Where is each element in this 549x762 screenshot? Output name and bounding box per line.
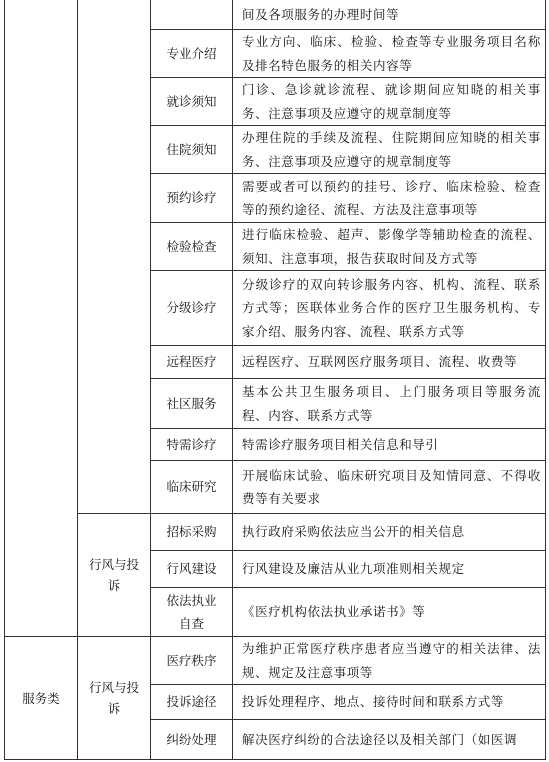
- group-cell: [78, 514, 151, 637]
- subcategory-cell: 检验检查: [151, 223, 233, 271]
- subcategory-cell: 专业介绍: [151, 30, 233, 78]
- group-cell: [78, 637, 151, 760]
- subcategory-label: 依法执业: [166, 592, 217, 608]
- subcategory-cell: 医疗秩序: [151, 637, 233, 685]
- description-cell: 执行政府采购依法应当公开的相关信息: [233, 514, 546, 551]
- description-cell: 投诉处理程序、地点、接待时间和联系方式等: [233, 685, 546, 720]
- description-cell: 办理住院的手续及流程、住院期间应知晓的相关事务、注意事项及应遵守的规章制度等: [233, 126, 546, 174]
- group-label: 诉: [107, 701, 121, 716]
- description-cell: 专业方向、临床、检验、检查等专业服务项目名称及排名特色服务的相关内容等: [233, 30, 546, 78]
- subcategory-cell: 特需诊疗: [151, 429, 233, 461]
- subcategory-cell: 招标采购: [151, 514, 233, 551]
- subcategory-cell: 预约诊疗: [151, 174, 233, 223]
- subcategory-cell: 分级诊疗: [151, 271, 233, 346]
- subcategory-cell: 投诉途径: [151, 685, 233, 720]
- subcategory-cell: 住院须知: [151, 126, 233, 174]
- category-cell: 服务类: [5, 637, 78, 760]
- subcategory-cell: [151, 588, 233, 637]
- subcategory-cell: 纠纷处理: [151, 720, 233, 760]
- subcategory-cell: 就诊须知: [151, 78, 233, 126]
- description-cell: 开展临床试验、临床研究项目及知情同意、不得收费等有关要求: [233, 461, 546, 514]
- group-label: 行风与投: [88, 557, 139, 572]
- disclosure-table: [4, 0, 546, 760]
- subcategory-cell: 行风建设: [151, 551, 233, 588]
- description-cell: 为维护正常医疗秩序患者应当遵守的相关法律、法规、规定及注意事项等: [233, 637, 546, 685]
- description-cell: 行风建设及廉洁从业九项准则相关规定: [233, 551, 546, 588]
- description-cell: 门诊、急诊就诊流程、就诊期间应知晓的相关事务、注意事项及应遵守的规章制度等: [233, 78, 546, 126]
- group-cell: [78, 0, 151, 514]
- subcategory-cell: [151, 0, 233, 30]
- subcategory-label: 自查: [178, 616, 204, 631]
- subcategory-cell: 社区服务: [151, 379, 233, 429]
- description-cell: 《医疗机构依法执业承诺书》等: [233, 588, 546, 637]
- table-row: [5, 637, 546, 685]
- description-cell: 间及各项服务的办理时间等: [233, 0, 546, 30]
- table-row: [5, 514, 546, 551]
- description-cell: 需要或者可以预约的挂号、诊疗、临床检验、检查等的预约途径、流程、方法及注意事项等: [233, 174, 546, 223]
- subcategory-cell: 临床研究: [151, 461, 233, 514]
- category-cell: [5, 0, 78, 637]
- subcategory-cell: 远程医疗: [151, 346, 233, 379]
- description-cell: 解决医疗纠纷的合法途径以及相关部门（如医调: [233, 720, 546, 760]
- group-label: 诉: [107, 578, 121, 593]
- description-cell: 分级诊疗的双向转诊服务内容、机构、流程、联系方式等；医联体业务合作的医疗卫生服务机构、专家介绍、服务内容、流程、联系方式等: [233, 271, 546, 346]
- description-cell: 进行临床检验、超声、影像学等辅助检查的流程、须知、注意事项，报告获取时间及方式等: [233, 223, 546, 271]
- description-cell: 远程医疗、互联网医疗服务项目、流程、收费等: [233, 346, 546, 379]
- description-cell: 特需诊疗服务项目相关信息和导引: [233, 429, 546, 461]
- table-row: [5, 0, 546, 30]
- description-cell: 基本公共卫生服务项目、上门服务项目等服务流程、内容、联系方式等: [233, 379, 546, 429]
- group-label: 行风与投: [88, 680, 139, 695]
